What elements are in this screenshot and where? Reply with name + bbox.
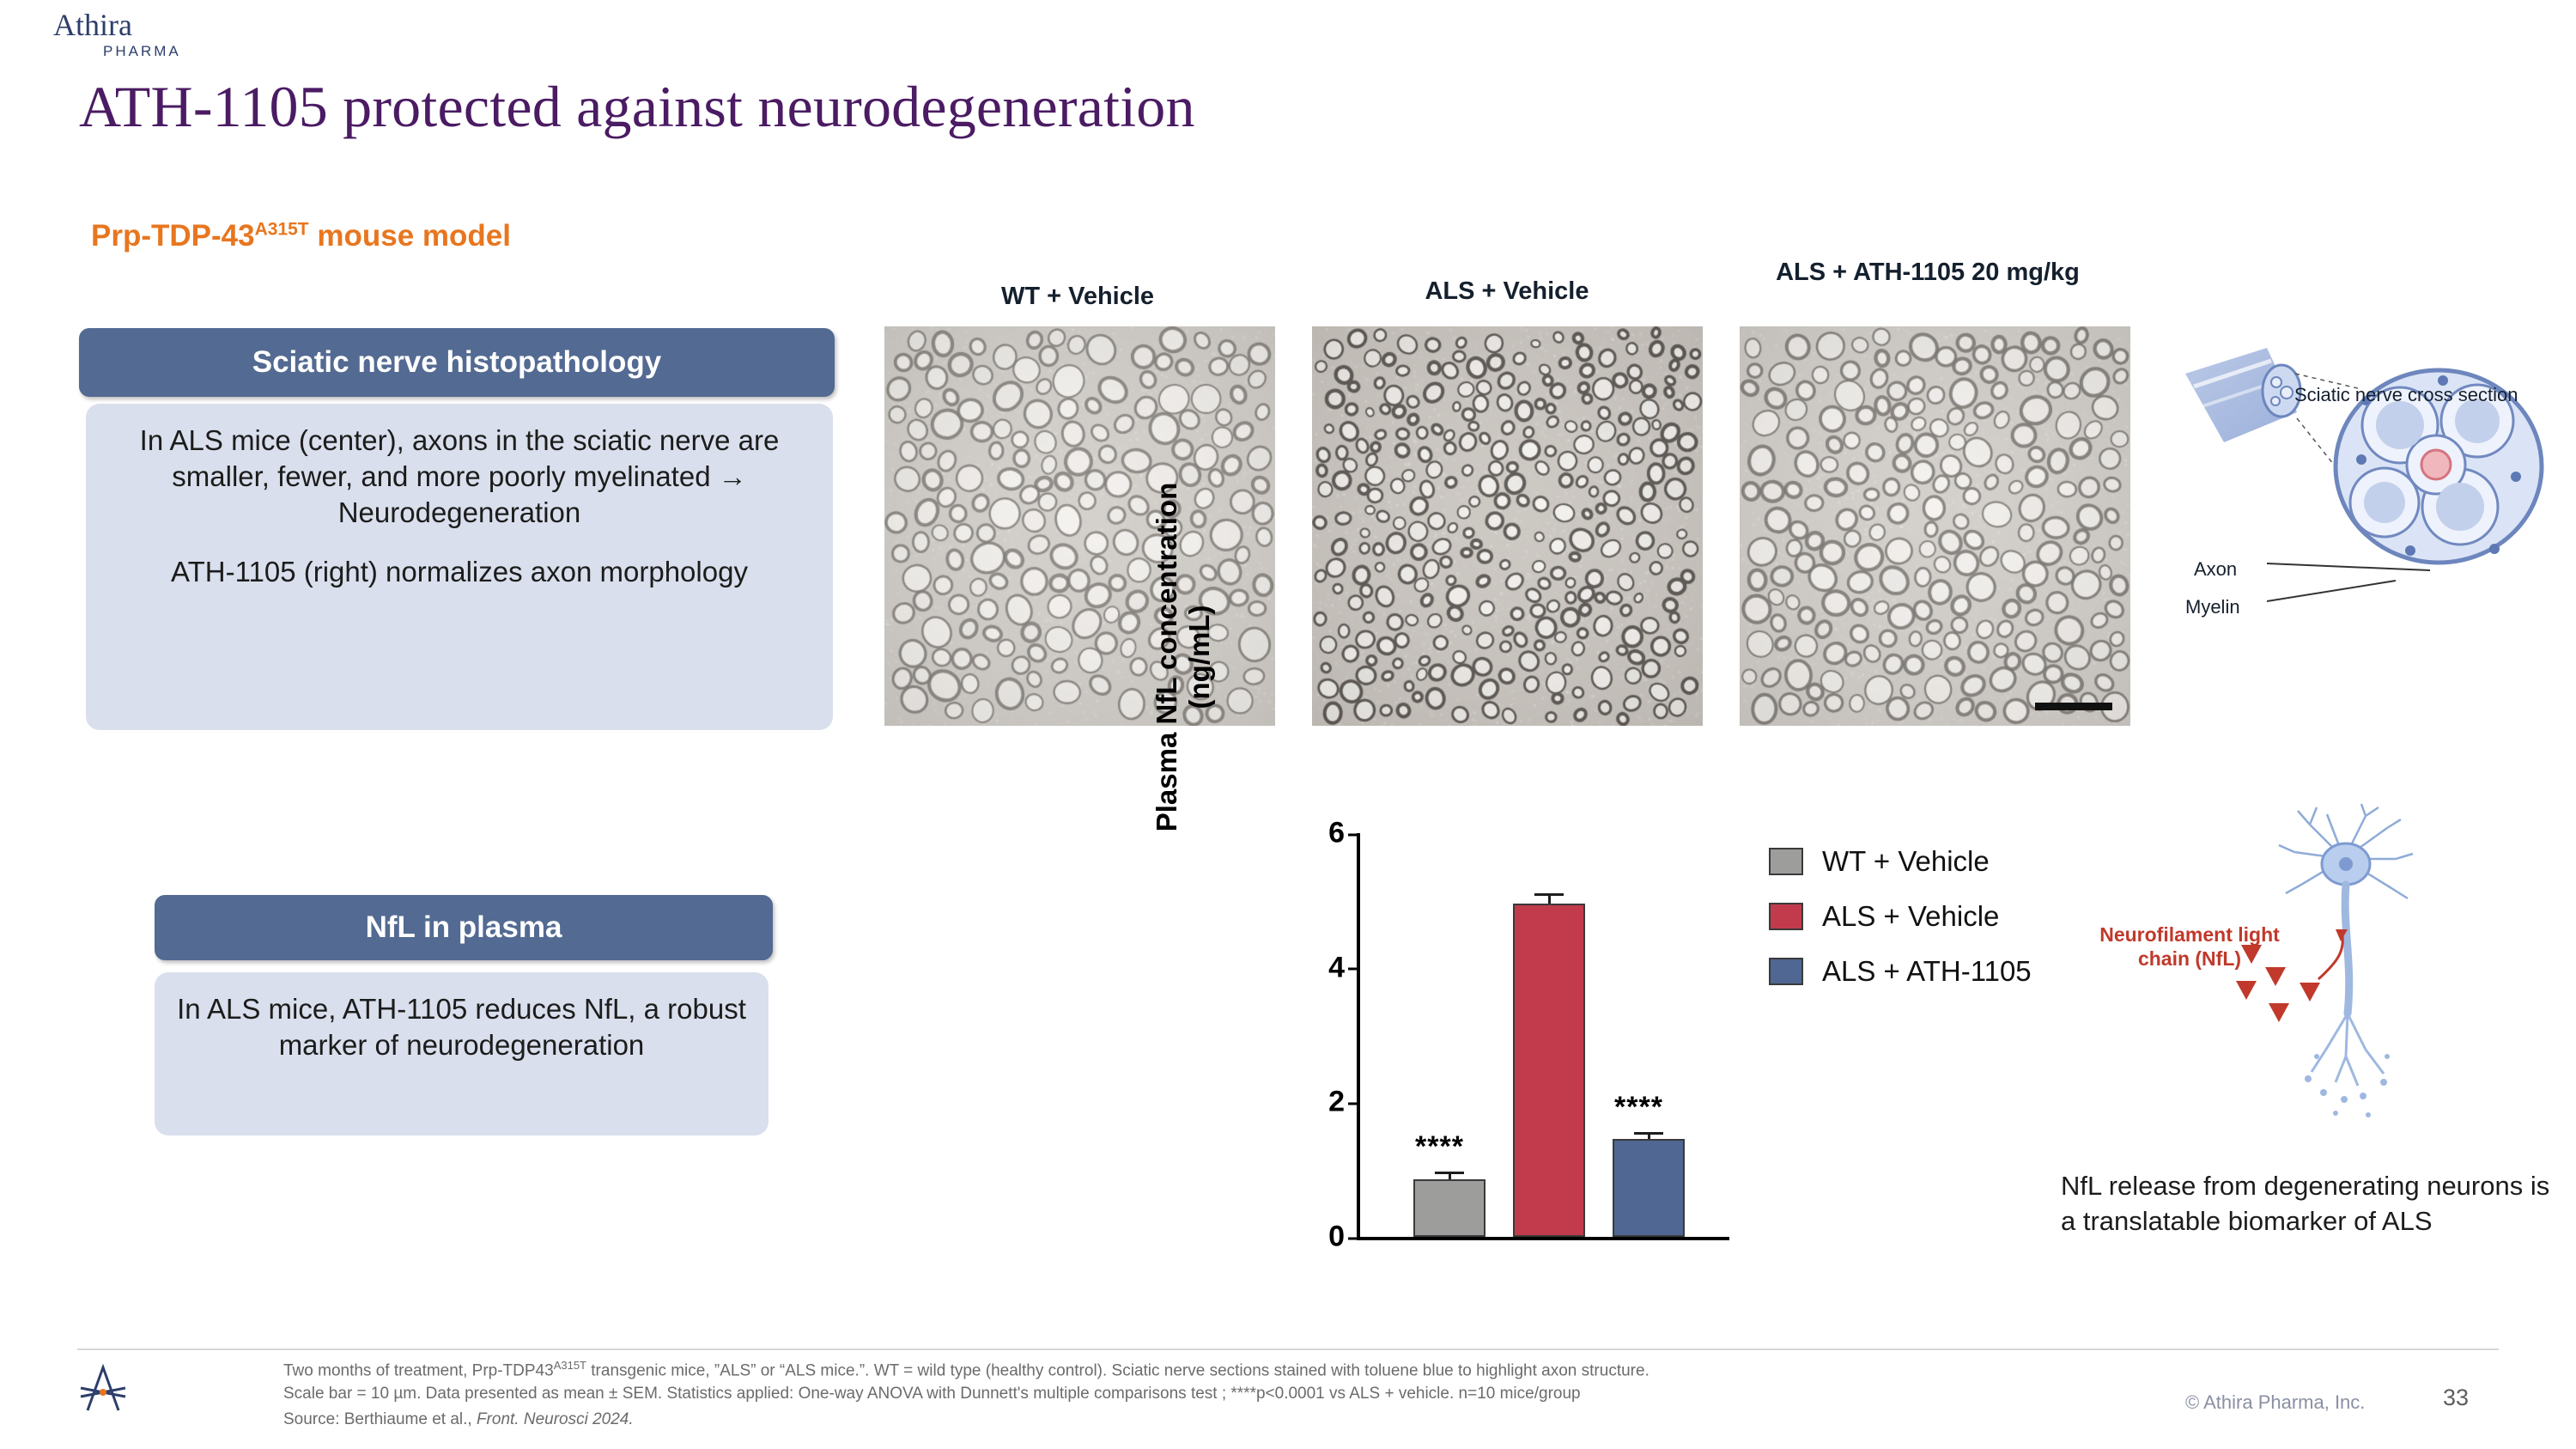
section-header-histopathology: Sciatic nerve histopathology (79, 328, 835, 397)
diagram-label-myelin: Myelin (2185, 596, 2240, 618)
chart-legend-item (1769, 900, 2032, 933)
subtitle-main: Prp-TDP-43 (91, 219, 255, 253)
footnote-1a: Two months of treatment, Prp-TDP43 (283, 1361, 554, 1380)
chart-plot-area (1328, 816, 1729, 1253)
micrograph-canvas (1740, 326, 2130, 726)
footnote-1-sup: A315T (553, 1359, 586, 1372)
chart-legend-label: WT + Vehicle (1822, 845, 1990, 877)
micrograph-canvas (884, 326, 1275, 726)
micrograph-als-ath1105 (1740, 326, 2130, 726)
micrograph-label-wt-vehicle: WT + Vehicle (1000, 283, 1155, 310)
micrograph-als-vehicle (1312, 326, 1703, 726)
footer-divider (77, 1349, 2499, 1350)
page-number: 33 (2443, 1385, 2470, 1410)
diagram-label-axon: Axon (2194, 558, 2238, 580)
micrograph-wt-vehicle (884, 326, 1275, 726)
chart-bar (1413, 1179, 1485, 1237)
footnote-3a: Source: Berthiaume et al., (283, 1410, 477, 1428)
section-header-nfl: NfL in plasma (155, 895, 773, 960)
chart-significance-marker: **** (1614, 1090, 1663, 1123)
slide-subtitle (91, 219, 511, 253)
footnote-3b: Front. Neurosci 2024. (476, 1410, 634, 1428)
chart-bar (1613, 1139, 1685, 1237)
subtitle-superscript: A315T (254, 219, 309, 240)
chart-error-bar (1548, 896, 1551, 904)
micrograph-label-als-vehicle: ALS + Vehicle (1425, 277, 1589, 305)
chart-y-tick: 4 (1285, 951, 1360, 984)
logo-subtext: PHARMA (103, 43, 181, 59)
scale-bar (2035, 703, 2112, 710)
nfl-paragraph: In ALS mice, ATH-1105 reduces NfL, a robust marker of neurodegeneration (177, 993, 746, 1062)
page-title: ATH-1105 protected against neurodegeneration (79, 74, 1195, 139)
nfl-biomarker-caption: NfL release from degenerating neurons is a translatable biomarker of ALS (2061, 1171, 2550, 1237)
chart-error-cap (1534, 893, 1564, 896)
neuron-nfl-label: Neurofilament light chain (NfL) (2099, 923, 2280, 970)
histopathology-paragraph-2: ATH-1105 (right) normalizes axon morphology (171, 555, 748, 588)
chart-error-bar (1449, 1174, 1451, 1179)
chart-y-tick: 2 (1285, 1086, 1360, 1119)
subtitle-tail: mouse model (308, 219, 511, 253)
chart-error-cap (1435, 1172, 1464, 1174)
footnote-1b: transgenic mice, ”ALS” or “ALS mice.”. WT = wild type (healthy control). Sciatic nerve sections stained with toluene blue to highlight axon structure. (586, 1361, 1649, 1380)
histopathology-description (86, 404, 833, 730)
copyright-notice: © Athira Pharma, Inc. (2185, 1391, 2366, 1413)
chart-legend (1769, 845, 2032, 1010)
diagram-leader-lines (2267, 550, 2430, 618)
chart-y-axis-title: Plasma NfL concentration (ng/mL) (1151, 482, 1215, 832)
athira-logo-icon (77, 1357, 262, 1426)
chart-legend-swatch (1769, 848, 1803, 875)
micrograph-label-als-ath1105: ALS + ATH-1105 20 mg/kg (1776, 259, 2080, 286)
footnote-line-2: Scale bar = 10 µm. Data presented as mean ± SEM. Statistics applied: One-way ANOVA with Dunnett's multiple comparisons test ; ****p<0.0001 vs ALS + vehicle. n=10 mice/group (283, 1385, 1581, 1403)
footnote-line-3 (283, 1410, 634, 1429)
histopathology-paragraph-1: In ALS mice (center), axons in the sciatic nerve are smaller, fewer, and more poorly myelinated → Neurodegeneration (139, 424, 780, 529)
chart-legend-item (1769, 845, 2032, 878)
diagram-label-cross-section: Sciatic nerve cross section (2294, 384, 2518, 405)
nfl-description (155, 972, 769, 1135)
chart-error-cap (1634, 1132, 1663, 1135)
chart-error-bar (1648, 1135, 1650, 1139)
chart-legend-item (1769, 955, 2032, 988)
chart-significance-marker: **** (1415, 1130, 1464, 1164)
chart-legend-swatch (1769, 903, 1803, 930)
chart-legend-swatch (1769, 958, 1803, 985)
micrograph-canvas (1312, 326, 1703, 726)
chart-legend-label: ALS + ATH-1105 (1822, 955, 2032, 987)
footnote-line-1 (283, 1359, 1649, 1380)
nfl-bar-chart (1151, 482, 2032, 1288)
chart-bar (1513, 904, 1585, 1237)
chart-y-tick: 6 (1285, 817, 1360, 850)
chart-legend-label: ALS + Vehicle (1822, 900, 2000, 932)
logo-wordmark: Athira (53, 8, 132, 42)
chart-y-tick: 0 (1285, 1221, 1360, 1254)
